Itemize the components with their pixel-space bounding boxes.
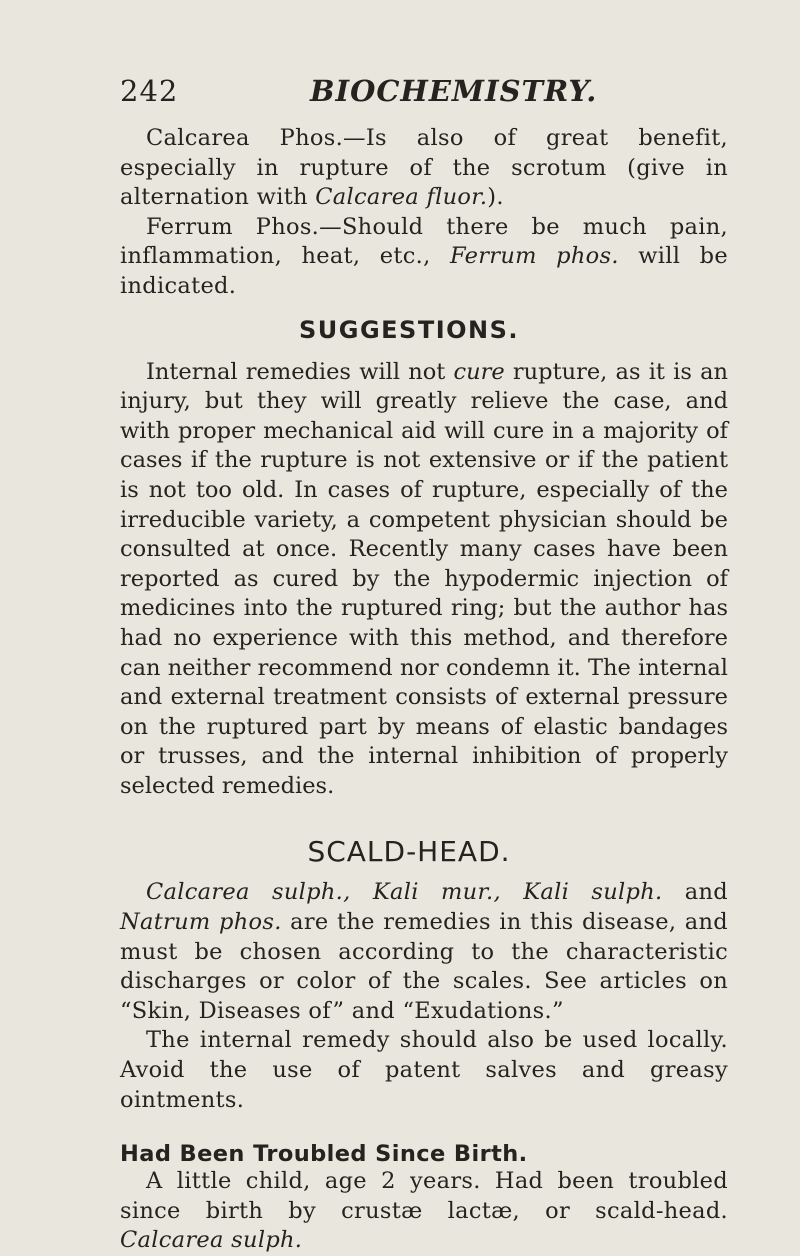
remedy-italic: Calcarea sulph., Kali mur., Kali sulph. [146, 879, 663, 906]
section-heading-suggestions: SUGGESTIONS. [298, 315, 520, 344]
paragraph-text: —Should there be much pain, inflammation, heat, etc., [120, 213, 728, 270]
paragraph-text: ). [487, 184, 504, 211]
remedy-italic: Ferrum phos. [449, 243, 619, 270]
paragraph-calcarea-phos [120, 124, 728, 213]
paragraph-scald-local: The internal remedy should also be used locally. Avoid the use of patent salves and greasy ointments. [120, 1027, 728, 1113]
paragraph-scald-remedies [120, 878, 728, 1026]
paragraph-ferrum-phos [120, 213, 728, 302]
case-heading: Had Been Troubled Since Birth. [120, 1141, 528, 1168]
section-heading-scald-head: SCALD-HEAD. [307, 835, 511, 869]
running-title: BIOCHEMISTRY. [310, 74, 598, 108]
paragraph-text: rupture, as it is an injury, but they will greatly relieve the case, and with proper mechanical aid will cure in a majority of cases if the rupture is not extensive or if the patient is not too old. In cases of rupture, especially of the irreducible variety, a competent physician should be consulted at once. Recently many cases have been reported as cured by the hypodermic injection of medicines into the ruptured ring; but the author has had no experience with this method, and therefore can neither recommend nor condemn it. The internal and external treatment consists of external pressure on the ruptured part by means of elastic bandages or trusses, and the internal inhibition of properly selected remedies. [120, 358, 729, 799]
paragraph-case [120, 1167, 728, 1256]
remedy-italic: Calcarea fluor. [315, 184, 488, 211]
paragraph-text: Internal remedies will not [146, 358, 454, 385]
remedy-name: Ferrum Phos. [146, 213, 320, 240]
paragraph-text: —Is also of great benefit, especially in rupture of the scrotum (give in alternation with [120, 125, 728, 211]
remedy-italic: Natrum phos. [120, 909, 282, 936]
paragraph-text: A little child, age 2 years. Had been troubled since birth by crustæ lactæ, or scald-head. [120, 1168, 728, 1224]
remedy-name: Calcarea Phos. [146, 125, 344, 151]
remedy-italic: Calcarea sulph. [120, 1227, 303, 1254]
paragraph-text: will be indicated. [120, 243, 728, 299]
running-head [120, 74, 728, 112]
paragraph-text: and [662, 879, 728, 906]
paragraph-text: are the remedies in this disease, and must be chosen according to the characteristic discharges or color of the scales. See articles on “Skin, Diseases of” and “Exudations.” [120, 909, 728, 1024]
paragraph-suggestions [120, 358, 728, 802]
emphasis-text: cure [453, 358, 505, 385]
page-number: 242 [120, 74, 179, 108]
